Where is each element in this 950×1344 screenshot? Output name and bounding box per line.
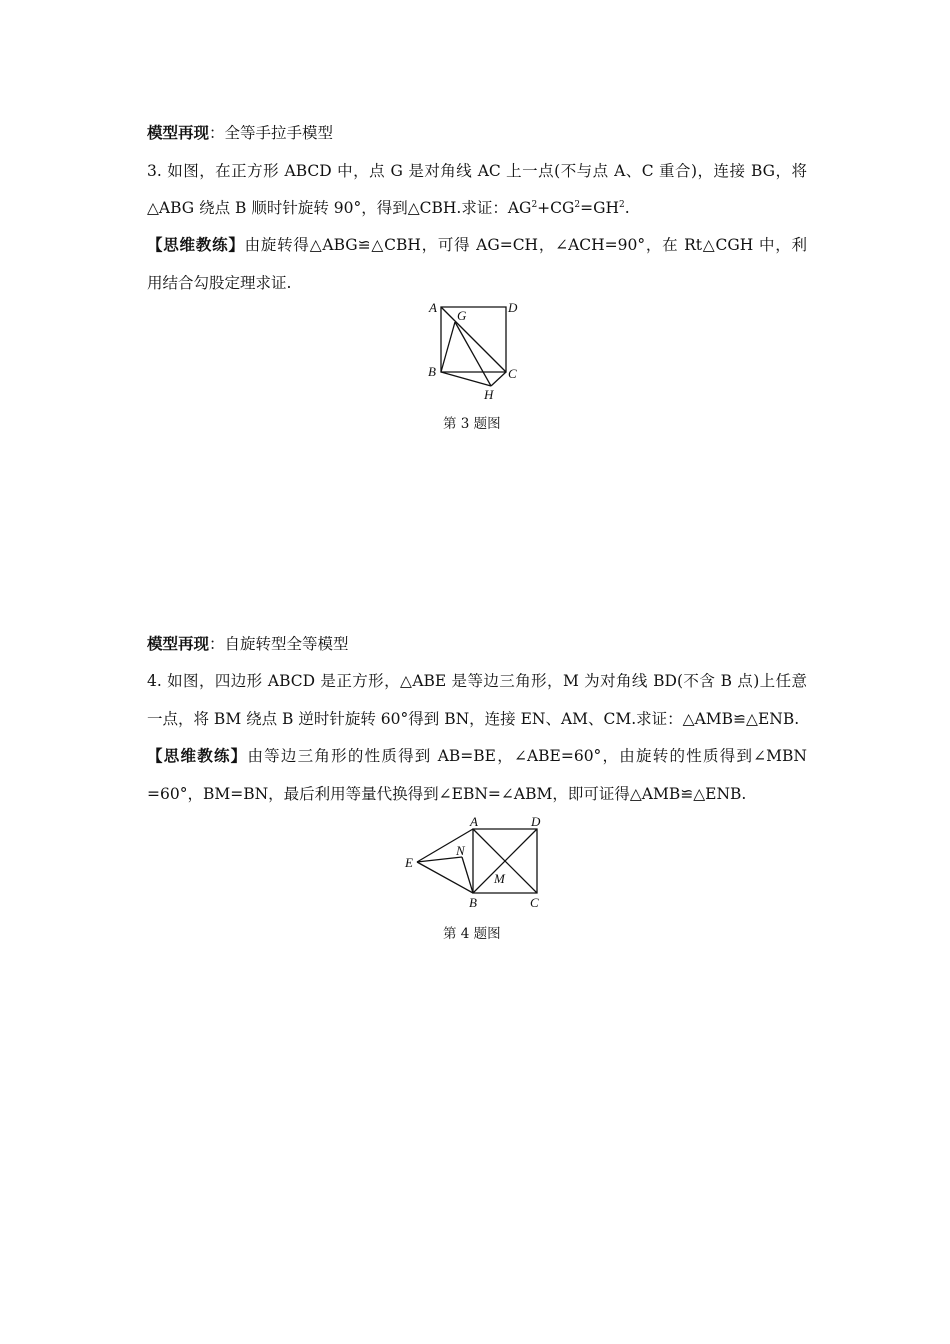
section2-heading-title: 自旋转型全等模型: [224, 635, 349, 653]
hint3-text: 由旋转得△ABG≌△CBH，可得 AG=CH，∠ACH=90°，在 Rt△CGH 中，利: [244, 236, 807, 254]
label-c: C: [508, 366, 517, 381]
hint-label: 【思维教练】: [147, 236, 245, 254]
problem3-text-a: △ABG 绕点 B 顺时针旋转 90°，得到△CBH.求证：AG: [147, 199, 532, 217]
superscript: 2: [531, 200, 538, 210]
hint3-line2: 用结合勾股定理求证.: [147, 274, 292, 292]
heading-colon: ：: [209, 635, 225, 653]
label-n: N: [456, 843, 465, 858]
problem4-line2: 一点，将 BM 绕点 B 逆时针旋转 60°得到 BN，连接 EN、AM、CM.求证：△AMB≌△ENB.: [147, 710, 800, 728]
figure-4-caption: 第 4 题图: [443, 926, 501, 942]
superscript: 2: [574, 200, 581, 210]
label-h: H: [484, 387, 494, 402]
section2-heading-label: 模型再现: [147, 635, 210, 653]
label-a: A: [429, 300, 437, 315]
label-m: M: [494, 871, 505, 886]
problem3-text-c: =GH: [580, 199, 620, 217]
label-c: C: [530, 895, 539, 910]
label-d: D: [508, 300, 518, 315]
hint4-text: 由等边三角形的性质得到 AB=BE，∠ABE=60°，由旋转的性质得到∠MBN: [247, 747, 807, 765]
hint-label: 【思维教练】: [147, 747, 248, 765]
section1-heading-label: 模型再现: [147, 124, 210, 142]
superscript: 2: [619, 200, 625, 210]
label-d: D: [531, 814, 541, 829]
section1-heading-title: 全等手拉手模型: [224, 124, 334, 142]
problem4-line1: 4. 如图，四边形 ABCD 是正方形，△ABE 是等边三角形，M 为对角线 BD(不含 B 点)上任意: [147, 672, 807, 690]
label-b: B: [428, 364, 436, 379]
hint4-line2: =60°，BM=BN，最后利用等量代换得到∠EBN=∠ABM，即可证得△AMB≌△ENB.: [147, 785, 747, 803]
label-g: G: [457, 308, 467, 323]
label-e: E: [405, 855, 413, 870]
problem3-text-d: .: [624, 199, 630, 217]
problem3-line1: 3. 如图，在正方形 ABCD 中，点 G 是对角线 AC 上一点(不与点 A、C 重合)，连接 BG，将: [147, 162, 807, 180]
problem3-text-b: +CG: [537, 199, 575, 217]
heading-colon: ：: [209, 124, 225, 142]
label-a: A: [470, 814, 478, 829]
figure-3-caption: 第 3 题图: [443, 416, 501, 432]
label-b: B: [469, 895, 477, 910]
